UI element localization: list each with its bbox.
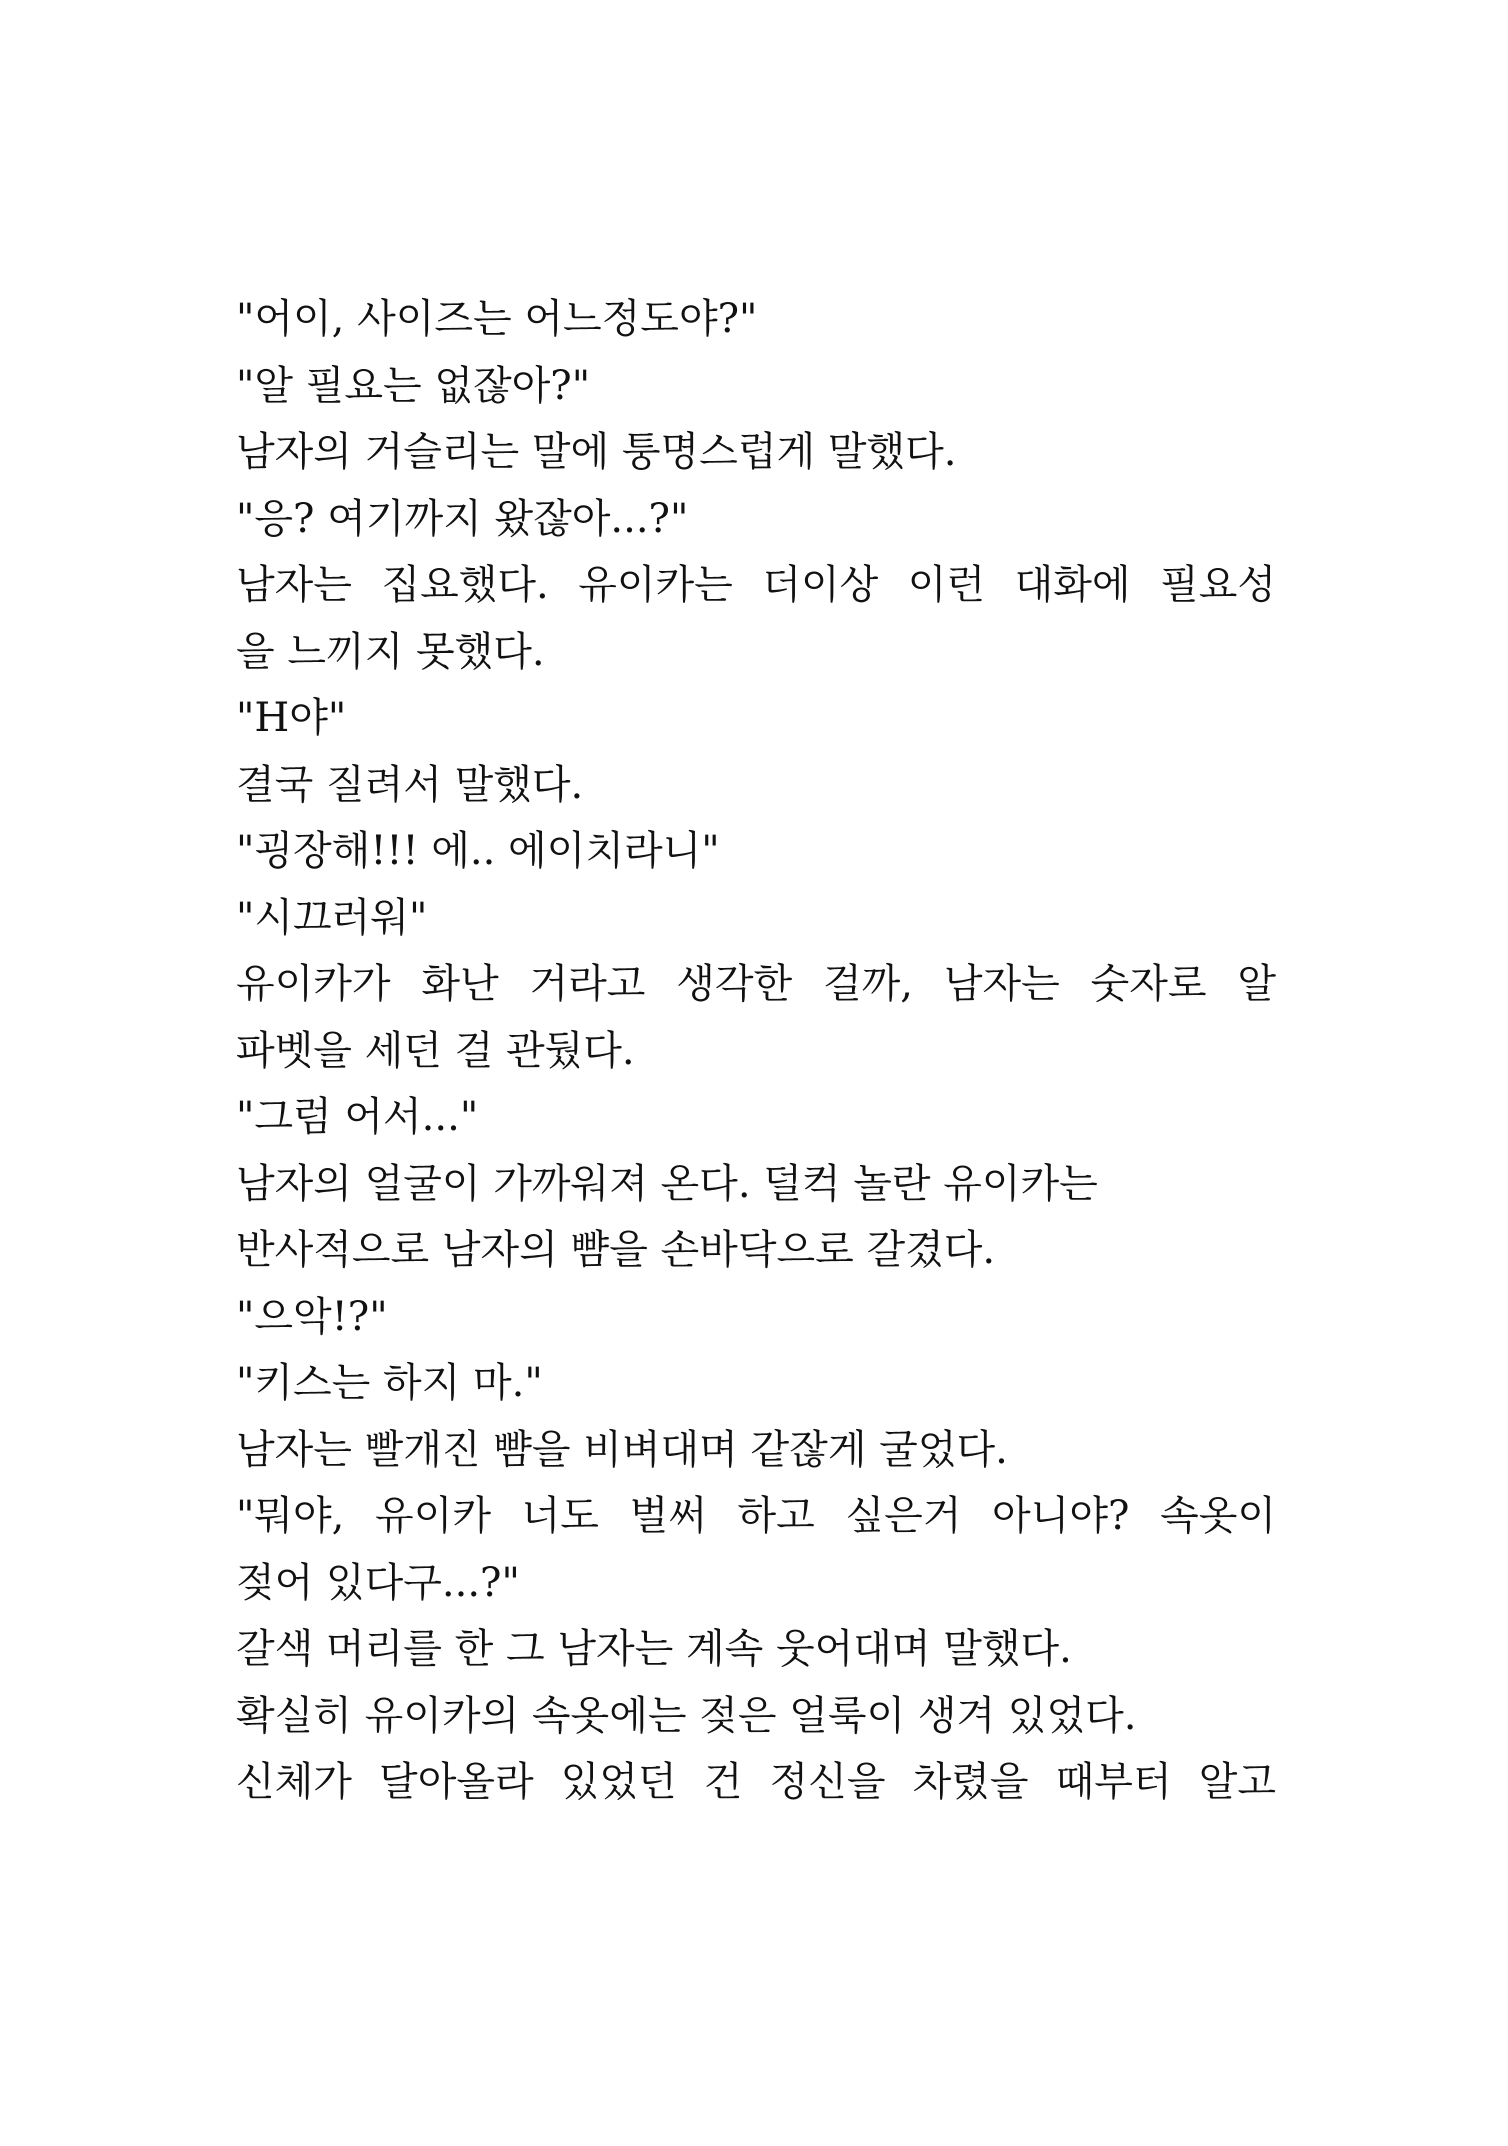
text-line: 결국 질려서 말했다. <box>236 761 584 808</box>
text-line: "뭐야, 유이카 너도 벌써 하고 싶은거 아니야? 속옷이 <box>236 1493 1276 1539</box>
text-line: "어이, 사이즈는 어느정도야?" <box>236 296 758 342</box>
text-line: "H야" <box>236 695 347 741</box>
text-line: 갈색 머리를 한 그 남자는 계속 웃어대며 말했다. <box>236 1626 1072 1672</box>
text-line: 확실히 유이카의 속옷에는 젖은 얼룩이 생겨 있었다. <box>236 1692 1137 1739</box>
text-line: "알 필요는 없잖아?" <box>236 362 591 409</box>
text-line: "응? 여기까지 왔잖아...?" <box>236 495 689 542</box>
text-line: "으악!?" <box>236 1293 388 1340</box>
text-line: 파벳을 세던 걸 관뒀다. <box>236 1027 635 1074</box>
text-line: "굉장해!!! 에.. 에이치라니" <box>236 828 720 874</box>
text-line: 남자는 집요했다. 유이카는 더이상 이런 대화에 필요성 <box>236 562 1276 608</box>
text-line: 유이카가 화난 거라고 생각한 걸까, 남자는 숫자로 알 <box>236 961 1276 1007</box>
text-line: 남자는 빨개진 뺨을 비벼대며 같잖게 굴었다. <box>236 1426 1008 1473</box>
body-text <box>236 286 1276 1816</box>
text-line: "키스는 하지 마." <box>236 1360 543 1406</box>
text-line: 신체가 달아올라 있었던 건 정신을 차렸을 때부터 알고 <box>236 1759 1276 1805</box>
text-line: 남자의 거슬리는 말에 퉁명스럽게 말했다. <box>236 429 957 475</box>
text-line: 젖어 있다구...?" <box>236 1559 520 1606</box>
text-line: 을 느끼지 못했다. <box>236 628 545 675</box>
text-line: 남자의 얼굴이 가까워져 온다. 덜컥 놀란 유이카는 <box>236 1160 1098 1207</box>
text-line: 반사적으로 남자의 뺨을 손바닥으로 갈겼다. <box>236 1227 996 1273</box>
text-line: "시끄러워" <box>236 894 428 941</box>
text-line: "그럼 어서..." <box>236 1094 479 1140</box>
